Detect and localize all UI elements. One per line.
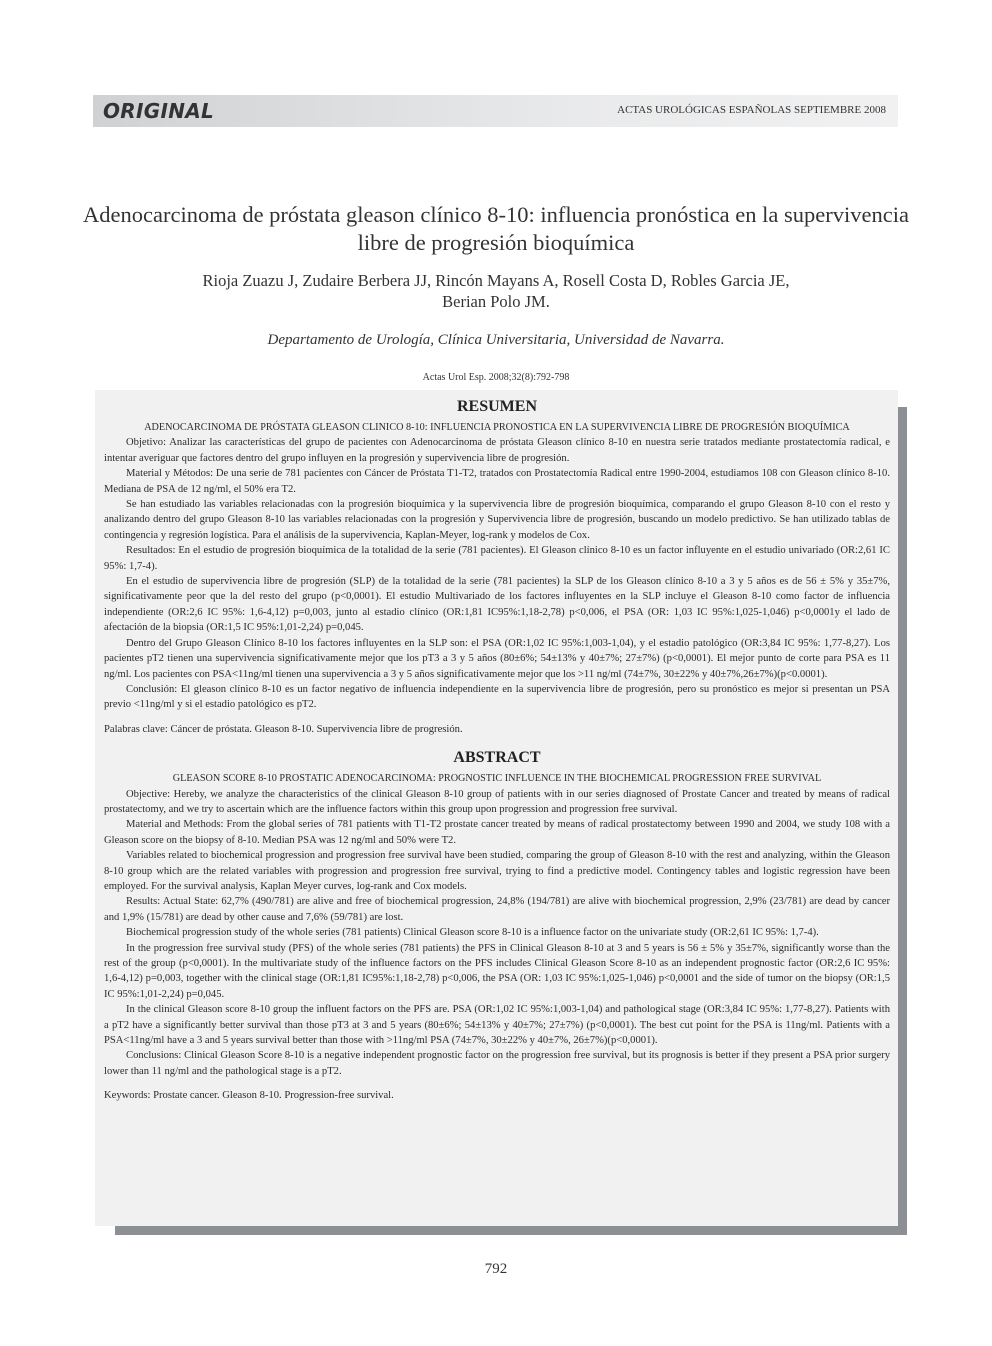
abstract-paragraph: Material and Methods: From the global series of 781 patients with T1-T2 prostate cancer treated by means of radical prostatectomy between 1990 and 2004, we study 108 with a Gleason score on the biopsy of 8-10. Median PSA was 12 ng/ml and 50% were T2. xyxy=(104,819,890,846)
abstract-paragraph: Results: Actual State: 62,7% (490/781) are alive and free of biochemical progression, 24,8% (194/781) are alive with biochemical progression, 2,9% (23/781) are dead by cancer and 1,9% (15/781) are dead by other cause and 7,6% (59/781) are lost. xyxy=(104,896,890,923)
abstract-box xyxy=(95,390,898,1226)
journal-issue: ACTAS UROLÓGICAS ESPAÑOLAS SEPTIEMBRE 2008 xyxy=(617,104,886,116)
resumen-paragraph: Se han estudiado las variables relacionadas con la progresión bioquímica y la supervivencia libre de progresión bioquímica, comparando el grupo Gleason 8-10 con el resto y analizando dentro del grupo Gleason 8-10 las variables relacionadas con la progresión y Supervivencia libre de progresión, buscando un modelo predictivo. Se han utilizado tablas de contingencia y regresión logística. Para el análisis de la supervivencia, Kaplan-Meyer, log-rank y modelos de Cox. xyxy=(104,499,890,541)
abstract-paragraph: In the progression free survival study (PFS) of the whole series (781 patients) the PFS in Clinical Gleason 8-10 at 3 and 5 years is 56 ± 5% y 35±7%, significantly worse than the rest of the group (p<0,0001). In the multivariate study of the influence factors on the PFS includes Clinical Gleason Score 8-10 as an independent prognostic factor (OR:2,6 IC 95%: 1,6-4,12) p=0,003, together with the clinical stage (OR:1,81 IC95%:1,18-2,78) p<0,006, the PSA (OR: 1,03 IC 95%:1,025-1,046) p<0,0001 and the side of tumor on the biopsy (OR:1,5 IC 95%:1,01-2,24) p=0,045. xyxy=(104,942,890,1000)
abstract-paragraph: Variables related to biochemical progression and progression free survival have been studied, comparing the group of Gleason 8-10 with the rest and analyzing, within the Gleason 8-10 group which are the related variables with progression and progression free survival, trying to find a predictive model. Contingency tables and logistic regression have been employed. For the survival analysis, Kaplan Meyer curves, log-rank and Cox models. xyxy=(104,850,890,892)
abstract-paragraph: Conclusions: Clinical Gleason Score 8-10 is a negative independent prognostic factor on the progression free survival, but its prognosis is better if they present a PSA prior surgery lower than 11 ng/ml and the pathological stage is a pT2. xyxy=(104,1050,890,1077)
resumen-paragraph: Dentro del Grupo Gleason Clínico 8-10 los factores influyentes en la SLP son: el PSA (OR:1,02 IC 95%:1,003-1,04), y el estadio patológico (OR:3,84 IC 95%: 1,77-8,27). Los pacientes pT2 tienen una supervivencia significativamente mejor que los pT3 a 3 y 5 años (80±6%; 54±13% y 40±7%; 27±7%) (p<0,0001). El mejor punto de corte para PSA es 11 ng/ml. Los pacientes con PSA<11ng/ml tienen una supervivencia a 3 y 5 años significativamente mejor que los >11 ng/ml (74±7%, 30±22% y 40±7%,26±7%)(p<0.0001). xyxy=(104,637,890,680)
abstract-paragraph: Objective: Hereby, we analyze the characteristics of the clinical Gleason 8-10 group of patients with in our series diagnosed of Prostate Cancer and treated by means of radical prostatectomy, and we try to ascertain which are the influence factors within this group upon progression and progression free survival. xyxy=(104,788,890,815)
citation: Actas Urol Esp. 2008;32(8):792-798 xyxy=(422,372,570,383)
resumen-paragraph: Conclusión: El gleason clínico 8-10 es un factor negativo de influencia independiente en la supervivencia libre de progresión, pero su pronóstico es mejor si presentan un PSA previo <11ng/ml y si el estadio patológico es pT2. xyxy=(104,683,890,711)
resumen-paragraph: En el estudio de supervivencia libre de progresión (SLP) de la totalidad de la serie (781 pacientes) la SLP de los Gleason clínico 8-10 a 3 y 5 años es de 56 ± 5% y 35±7%, significativamente peor que la del resto del grupo (p<0,0001). El estudio Multivariado de los factores influyentes en la SLP incluye el Gleason 8-10 como factor de influencia independiente (OR:2,6 IC 95%: 1,6-4,12) p=0,003, junto al estadio clínico (OR:1,81 IC95%:1,18-2,78) p<0,006, el PSA (OR: 1,03 IC 95%:1,025-1,046) p<0,0001y el lado de afectación de la biopsia (OR:1,5 IC 95%:1,01-2,24) p=0,045. xyxy=(104,576,890,634)
abstract-paragraph: In the clinical Gleason score 8-10 group the influent factors on the PFS are. PSA (OR:1,02 IC 95%:1,003-1,04) and pathological stage (OR:3,84 IC 95%: 1,77-8,27). Patients with a pT2 have a significantly better survival than those pT3 at 3 and 5 years (80±6%; 54±13% y 40±7%; 27±7%) (p<0,0001). The best cut point for the PSA is 11ng/ml. Patients with a PSA<11ng/ml have a 3 and 5 years survival better than those with >11ng/ml PSA (74±7%, 30±22% y 40±7%, 26±7%)(p<0,0001). xyxy=(104,1004,890,1047)
resumen-heading: RESUMEN xyxy=(456,398,537,415)
resumen-paragraph: Resultados: En el estudio de progresión bioquímica de la totalidad de la serie (781 pacientes). El Gleason clínico 8-10 es un factor influyente en el estudio univariado (OR:2,61 IC 95%: 1,7-4). xyxy=(104,545,890,572)
abstract-heading: ABSTRACT xyxy=(453,749,541,767)
resumen-keywords: Palabras clave: Cáncer de próstata. Gleason 8-10. Supervivencia libre de progresión. xyxy=(104,723,463,735)
abstract-subtitle: GLEASON SCORE 8-10 PROSTATIC ADENOCARCINOMA: PROGNOSTIC INFLUENCE IN THE BIOCHEMICAL PROGRESSION FREE SURVIVAL xyxy=(172,773,822,785)
resumen-paragraph: Material y Métodos: De una serie de 781 pacientes con Cáncer de Próstata T1-T2, tratados con Prostatectomía Radical entre 1990-2004, estudiamos 108 con Gleason clínico 8-10. Mediana de PSA de 12 ng/ml, el 50% era T2. xyxy=(104,468,890,495)
resumen-subtitle: ADENOCARCINOMA DE PRÓSTATA GLEASON CLINICO 8-10: INFLUENCIA PRONOSTICA EN LA SUPERVIVENCIA LIBRE DE PROGRESIÓN BIOQUÍMICA xyxy=(144,422,850,433)
header-bar xyxy=(93,95,898,127)
abstract-keywords: Keywords: Prostate cancer. Gleason 8-10. Progression-free survival. xyxy=(104,1090,394,1102)
abstract-paragraph: Biochemical progression study of the whole series (781 patients) Clinical Gleason score 8-10 is a influence factor on the univariate study (OR:2,61 IC 95%: 1,7-4). xyxy=(126,927,819,939)
affiliation: Departamento de Urología, Clínica Universitaria, Universidad de Navarra. xyxy=(267,332,725,348)
resumen-paragraph: Objetivo: Analizar las características del grupo de pacientes con Adenocarcinoma de próstata Gleason clínico 8-10 en nuestra serie tratados mediante prostatectomía radical, e intentar averiguar que factores dentro del grupo influyen en la progresión y supervivencia libre de progresión. xyxy=(104,437,890,464)
section-spacer xyxy=(104,737,890,747)
section-label: ORIGINAL xyxy=(103,99,215,123)
authors-line: Berian Polo JM. xyxy=(442,292,550,311)
page-number: 792 xyxy=(484,1261,508,1277)
authors xyxy=(110,270,882,312)
article-title: Adenocarcinoma de próstata gleason clínico 8-10: influencia pronóstica en la supervivencia libre de progresión bioquímica xyxy=(83,202,909,255)
authors-line: Rioja Zuazu J, Zudaire Berbera JJ, Rincón Mayans A, Rosell Costa D, Robles Garcia JE, xyxy=(202,271,790,290)
